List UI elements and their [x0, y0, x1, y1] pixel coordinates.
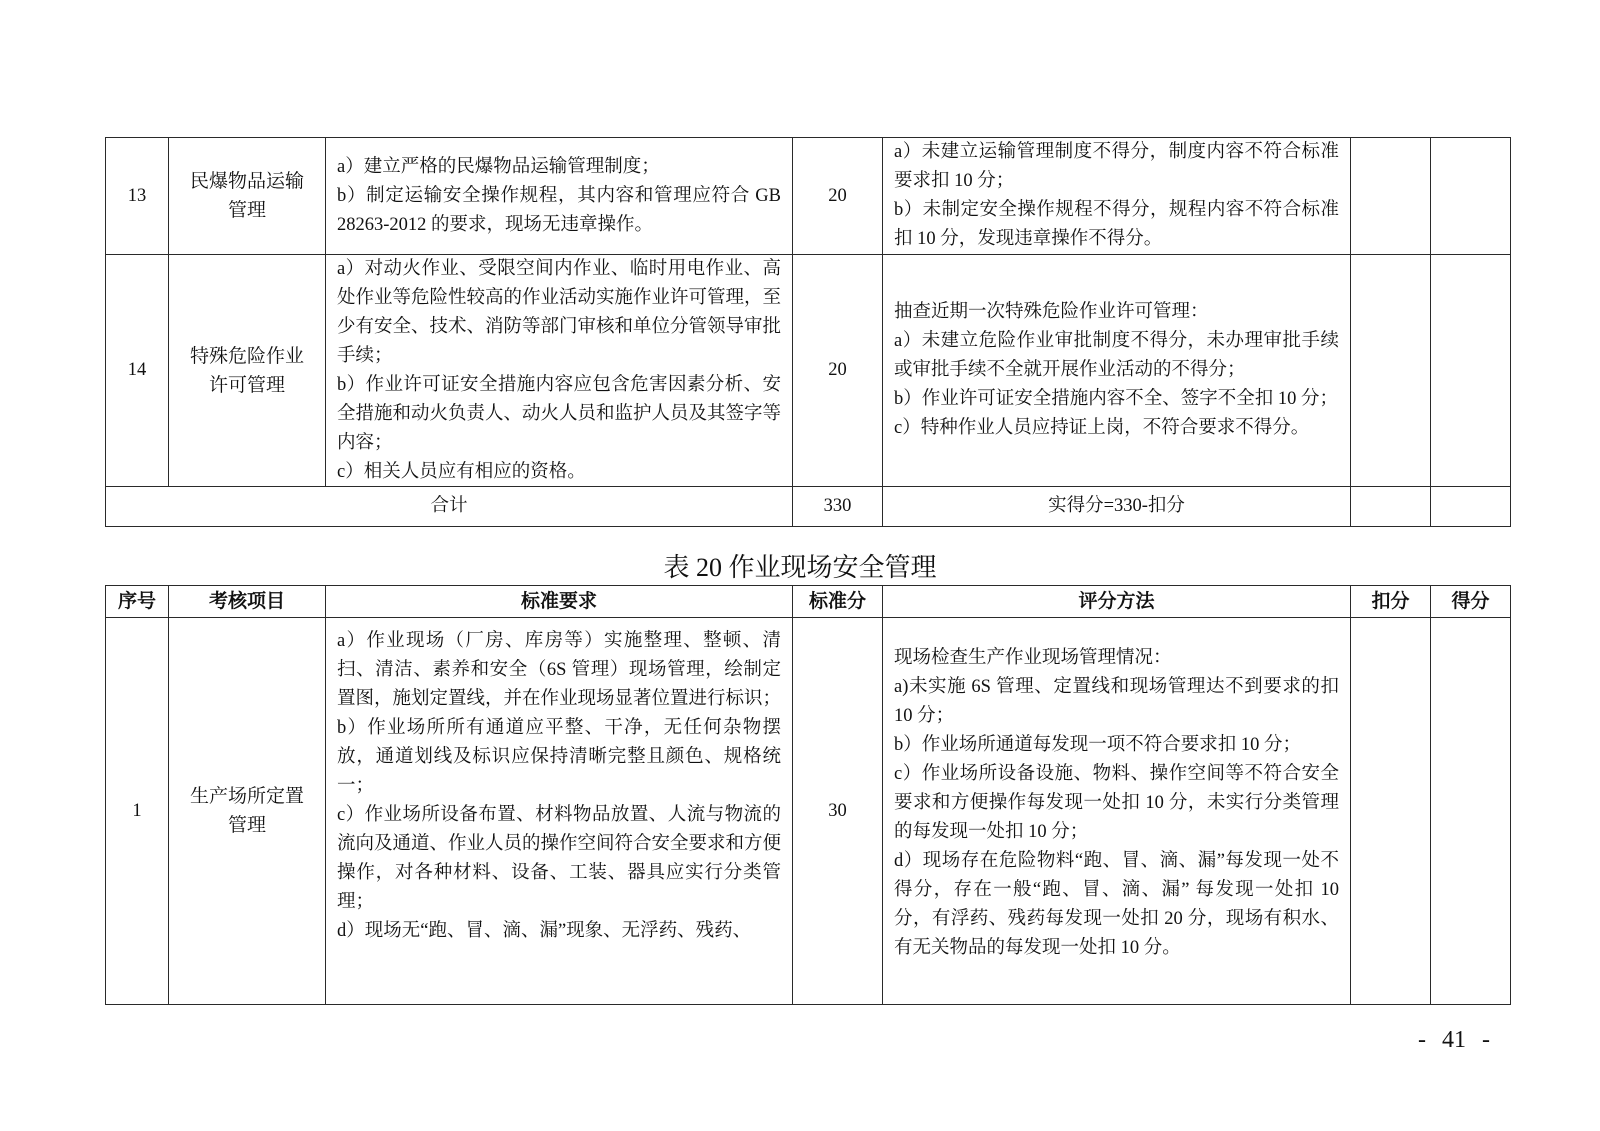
standard-score: 30: [828, 800, 847, 821]
header-earned: 得分: [1451, 591, 1490, 612]
requirement-item: b）制定运输安全操作规程，其内容和管理应符合 GB 28263-2012 的要求，现场无违章操作。: [337, 185, 781, 235]
requirements-cell: [326, 255, 793, 487]
header-score: 标准分: [808, 591, 866, 612]
scoring-method-item: 现场检查生产作业现场管理情况：: [894, 647, 1172, 668]
scoring-method-item: a)未实施 6S 管理、定置线和现场管理达不到要求的扣 10 分；: [894, 676, 1339, 726]
scoring-method-item: a）未建立运输管理制度不得分，制度内容不符合标准要求扣 10 分；: [894, 142, 1339, 191]
deduction-cell: [1351, 138, 1431, 255]
table-row: [106, 138, 1511, 255]
row-number-cell: [106, 138, 169, 255]
earned-cell: [1431, 487, 1511, 527]
assessment-item-cell: [169, 618, 326, 1005]
total-score-cell: [793, 487, 883, 527]
scoring-method-item: b）未制定安全操作规程不得分，规程内容不符合标准扣 10 分，发现违章操作不得分。: [894, 200, 1339, 249]
assessment-item: 特殊危险作业许可管理: [189, 345, 304, 396]
standard-score-cell: [793, 618, 883, 1005]
assessment-item: 生产场所定置管理: [189, 786, 304, 836]
standard-score: 20: [828, 360, 847, 380]
total-label-cell: [106, 487, 793, 527]
table-20: [105, 585, 1511, 1005]
header-cell: [793, 586, 883, 618]
scoring-method-item: c）作业场所设备设施、物料、操作空间等不符合安全要求和方便操作每发现一处扣 10 分，未实行分类管理的每发现一处扣 10 分；: [894, 763, 1339, 842]
standard-score-cell: [793, 255, 883, 487]
deduction-cell: [1351, 487, 1431, 527]
requirements-text: [326, 625, 792, 997]
scoring-method-item: b）作业场所通道每发现一项不符合要求扣 10 分；: [894, 734, 1302, 755]
scoring-method-item: d）现场存在危险物料“跑、冒、滴、漏”每发现一处不得分，存在一般“跑、冒、滴、漏” 每发现一处扣 10 分，有浮药、残药每发现一处扣 20 分，现场有积水、有无关物品的每发现一处扣 10 分。: [894, 850, 1339, 958]
requirement-item: a）建立严格的民爆物品运输管理制度；: [337, 156, 660, 177]
header-requirements: 标准要求: [520, 591, 597, 612]
scoring-method-text: [883, 618, 1350, 1004]
deduction: [1351, 626, 1430, 996]
earned-cell: [1431, 255, 1511, 487]
requirements-cell: [326, 138, 793, 255]
assessment-item-cell: [169, 138, 326, 255]
table-19-continued: [105, 137, 1511, 527]
page-number: - 41 -: [1418, 1027, 1490, 1053]
table-header-row: [106, 586, 1511, 618]
header-cell: [106, 586, 169, 618]
earned-score: [1431, 138, 1510, 254]
header-cell: [1351, 586, 1431, 618]
standard-score: 20: [828, 185, 847, 206]
header-item: 考核项目: [208, 591, 285, 612]
scoring-method-text: [883, 255, 1350, 486]
scoring-method-item: b）作业许可证安全措施内容不全、签字不全扣 10 分；: [894, 389, 1339, 409]
deduction: [1351, 487, 1430, 526]
row-number: 1: [132, 800, 142, 821]
earned-cell: [1431, 138, 1511, 255]
header-deduct: 扣分: [1371, 591, 1410, 612]
row-number-cell: [106, 618, 169, 1005]
requirement-item: a）作业现场（厂房、库房等）实施整理、整顿、清扫、清洁、素养和安全（6S 管理）现场管理，绘制定置图，施划定置线，并在作业现场显著位置进行标识；: [337, 631, 782, 709]
header-cell: [326, 586, 793, 618]
requirements-text: [326, 138, 792, 254]
header-cell: [883, 586, 1351, 618]
total-method: 实得分=330-扣分: [1048, 496, 1185, 516]
total-method-cell: [883, 487, 1351, 527]
earned-cell: [1431, 618, 1511, 1005]
standard-score-cell: [793, 138, 883, 255]
row-number: 14: [127, 360, 147, 380]
scoring-method-item: a）未建立危险作业审批制度不得分，未办理审批手续或审批手续不全就开展作业活动的不得分；: [894, 331, 1339, 380]
scoring-method-cell: [883, 138, 1351, 255]
total-row: [106, 487, 1511, 527]
requirement-item: c）作业场所设备布置、材料物品放置、人流与物流的流向及通道、作业人员的操作空间符合安全要求和方便操作，对各种材料、设备、工装、器具应实行分类管理；: [337, 805, 782, 912]
requirement-item: c）相关人员应有相应的资格。: [337, 461, 586, 482]
requirements-cell: [326, 618, 793, 1005]
scoring-method-item: c）特种作业人员应持证上岗，不符合要求不得分。: [894, 418, 1310, 438]
scoring-method-item: 抽查近期一次特殊危险作业许可管理：: [894, 302, 1209, 322]
requirement-item: b）作业场所所有通道应平整、干净，无任何杂物摆放，通道划线及标识应保持清晰完整且颜色、规格统一；: [337, 718, 781, 796]
earned-score: [1431, 626, 1510, 996]
requirements-text: [326, 255, 792, 486]
table-title: 表 20 作业现场安全管理: [663, 553, 937, 582]
deduction: [1351, 255, 1430, 486]
header-cell: [169, 586, 326, 618]
earned-score: [1431, 487, 1510, 526]
deduction-cell: [1351, 618, 1431, 1005]
table-row: [106, 255, 1511, 487]
assessment-item: 民爆物品运输管理: [189, 171, 304, 221]
total-score: 330: [823, 496, 852, 516]
earned-score: [1431, 255, 1510, 486]
row-number-cell: [106, 255, 169, 487]
scoring-method-text: [883, 138, 1350, 254]
header-method: 评分方法: [1078, 591, 1155, 612]
scoring-method-cell: [883, 255, 1351, 487]
header-number: 序号: [117, 591, 156, 612]
total-label: 合计: [430, 496, 468, 516]
deduction-cell: [1351, 255, 1431, 487]
requirement-item: b）作业许可证安全措施内容应包含危害因素分析、安全措施和动火负责人、动火人员和监护人员及其签字等内容；: [337, 374, 782, 453]
row-number: 13: [127, 185, 147, 206]
scoring-method-cell: [883, 618, 1351, 1005]
table-row: [106, 618, 1511, 1005]
header-cell: [1431, 586, 1511, 618]
requirement-item: d）现场无“跑、冒、滴、漏”现象、无浮药、残药、: [337, 921, 752, 941]
assessment-item-cell: [169, 255, 326, 487]
requirement-item: a）对动火作业、受限空间内作业、临时用电作业、高处作业等危险性较高的作业活动实施作业许可管理，至少有安全、技术、消防等部门审核和单位分管领导审批手续；: [337, 258, 782, 366]
deduction: [1351, 138, 1430, 254]
